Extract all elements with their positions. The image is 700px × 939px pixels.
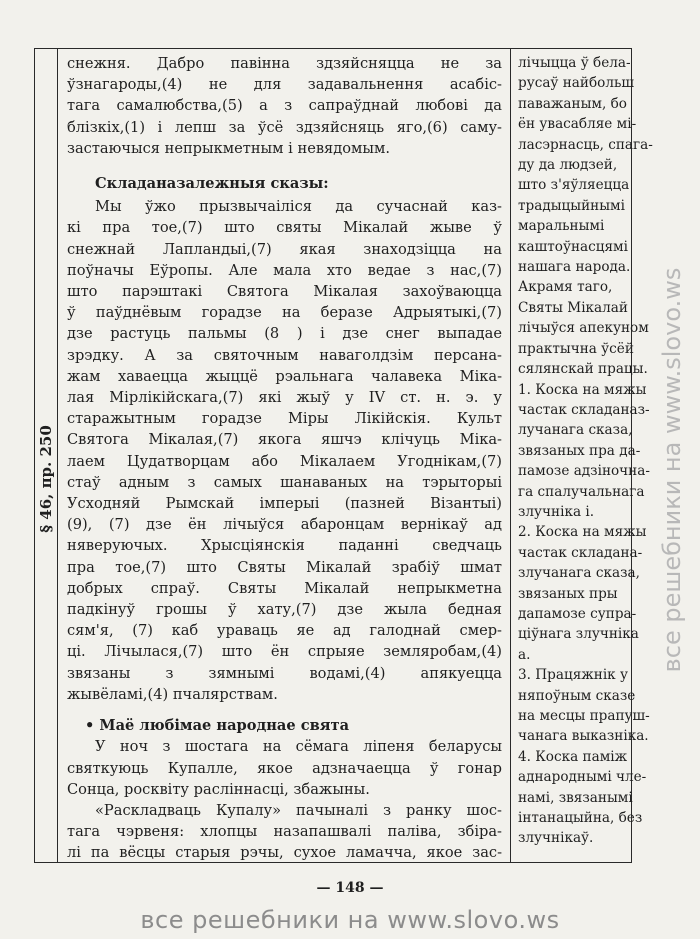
text-line: зрэдку. А за святочным наваголдзім персана- <box>67 346 502 364</box>
note-line: маральнымі <box>518 218 605 235</box>
note-line: інтанацыйна, без <box>518 810 643 827</box>
paragraph-4 <box>67 800 502 864</box>
text-line: ўзнагароды,(4) не для задавальнення асабіс- <box>67 76 502 94</box>
text-line: добрых спраў. Святы Мікалай непрыкметна <box>67 579 502 597</box>
text-line: тага самалюбства,(5) а з сапраўднай любові да <box>67 97 502 115</box>
section-reference: § 46, пр. 250 <box>37 425 55 533</box>
text-line: дзе растуць пальмы (8 ) і дзе снег выпадае <box>67 325 502 343</box>
text-line: пра тое,(7) што Святы Мікалай зрабіў шмат <box>67 558 502 576</box>
note-line: звязаных пра да- <box>518 442 641 459</box>
page-frame <box>34 48 653 863</box>
text-line: лаем Цудатворцам або Мікалаем Угоднікам,(7) <box>67 452 502 470</box>
text-line: «Раскладваць Купалу» пачыналі з ранку шос- <box>95 801 502 819</box>
paragraph-3 <box>67 736 502 800</box>
note-line: традыцыйнымі <box>518 197 625 214</box>
note-line: 3. Працяжнік у <box>518 667 628 684</box>
text-line: снежня. Дабро павінна здзяйсняцца не за <box>67 55 502 72</box>
text-line: ў паўднёвым горадзе на беразе Адрыятыкі,(7) <box>67 304 502 322</box>
note-line: звязаных пры <box>518 585 618 602</box>
text-line: (9), (7) дзе ён лічыўся абаронцам вернікаў ад <box>67 516 502 534</box>
notes-column <box>511 49 653 862</box>
note-line: практычна ўсёй <box>518 340 634 357</box>
text-line: блізкіх,(1) і лепш за ўсё здзяйсняць яго,(6) саму- <box>67 118 502 136</box>
text-line: Усходняй Рымскай імперыі (пазней Візантыі) <box>67 495 502 513</box>
note-line: злучанага сказа, <box>518 565 640 582</box>
note-line: лучанага сказа, <box>518 422 633 439</box>
text-line: святкуюць Купалле, якое адзначаецца ў гонар <box>67 759 502 777</box>
note-line: 2. Коска на мяжы <box>518 524 647 541</box>
text-line: снежнай Лапландыі,(7) якая знаходзіцца на <box>67 240 502 258</box>
text-line: застаючыся непрыкметным і невядомым. <box>67 139 390 157</box>
side-column <box>35 49 58 862</box>
note-line: частак складана- <box>518 544 643 561</box>
text-line: У ноч з шостага на сёмага ліпеня беларусы <box>95 738 502 756</box>
paragraph-2 <box>67 196 502 705</box>
text-line: ці. Лічылася,(7) што ён спрыяе землярoбам,(4) <box>67 643 502 661</box>
text-line: тага чэрвеня: хлопцы назапашвалі паліва, збіра- <box>67 823 502 841</box>
note-line: ціўнага злучніка <box>518 626 639 643</box>
note-line: ён увасабляе мі- <box>518 116 637 133</box>
page-number: — 148 — <box>316 880 384 896</box>
text-line: старажытным горадзе Міры Лікійскія. Культ <box>67 410 502 428</box>
text-line: кі пра тое,(7) што святы Мікалай жыве ў <box>67 219 502 237</box>
note-line: частак складаназ- <box>518 401 650 418</box>
note-line: Святы Мікалай <box>518 299 628 316</box>
note-line: 1. Коска на мяжы <box>518 381 647 398</box>
text-line: жам хаваецца жыццё рэальнага чалавека Мікa- <box>67 367 502 385</box>
text-line: лі па вёсцы старыя рэчы, сухое ламачча, якое зас- <box>67 844 502 862</box>
note-line: дапамозе супра- <box>518 605 637 622</box>
paragraph-1 <box>67 53 502 159</box>
note-line: лічыцца ў бела- <box>518 55 631 71</box>
text-line: звязаны з зямнымі водамі,(4) апякуецца <box>67 664 502 682</box>
note-line: Акрамя таго, <box>518 279 613 296</box>
note-line: што з'яўляецца <box>518 177 630 194</box>
note-line: га спалучальнага <box>518 483 645 500</box>
note-line: 4. Коска паміж <box>518 748 628 765</box>
note-line: нашага народа. <box>518 259 631 276</box>
watermark-side: все решебники на www.slovo.ws <box>658 267 686 673</box>
text-line: лая Мірлікійскага,(7) які жыў у IV ст. н. э. у <box>67 389 502 407</box>
section-heading-complex-sentences: Складаназалежныя сказы: <box>95 175 329 193</box>
note-line: аднароднымі чле- <box>518 769 647 786</box>
section-heading-favorite-holiday: • Маё любімае народнае свята <box>85 717 350 735</box>
note-line: ду да людзей, <box>518 157 618 174</box>
note-line: памозе адзіночна- <box>518 463 650 480</box>
watermark-bottom: все решебники на www.slovo.ws <box>140 906 560 934</box>
main-text-column <box>57 49 511 862</box>
text-line: што парэштакі Святога Мікалая захоўваюцца <box>67 283 502 301</box>
note-line: ласэрнасць, спага- <box>518 136 653 153</box>
text-line: Святога Мікалая,(7) якога яшчэ клічуць Міка- <box>67 431 502 449</box>
text-line: жывёламі,(4) пчалярствам. <box>67 685 278 703</box>
note-line: няпоўным сказе <box>518 687 636 704</box>
text-line: сям'я, (7) каб ураваць яе ад галоднай смер- <box>67 622 502 640</box>
note-line: а. <box>518 646 531 663</box>
note-line: намі, звязанымі <box>518 789 633 806</box>
note-line: на месцы прапуш- <box>518 708 650 724</box>
text-line: Сонца, росквіту раслiннасці, збажыны. <box>67 780 370 798</box>
note-line: злучнікаў. <box>518 830 594 847</box>
note-line: лічыўся апекуном <box>518 320 649 337</box>
note-line: паважаным, бо <box>518 95 627 112</box>
text-line: падкінуў грошы ў хату,(7) дзе жыла бедная <box>67 601 502 619</box>
text-line: стаў адным з самых шанаваных на тэрыторыі <box>67 473 502 491</box>
text-line: поўначы Еўропы. Але мала хто ведае з нас,(7) <box>67 261 502 279</box>
note-line: сялянскай працы. <box>518 361 648 378</box>
note-line: злучніка і. <box>518 503 595 520</box>
text-line: Мы ўжо прызвычаіліся да сучаснай каз- <box>95 198 502 216</box>
note-line: каштоўнасцямі <box>518 238 628 255</box>
note-line: чанага выказніка. <box>518 728 649 745</box>
text-line: няверуючых. Хрысціянскія паданні сведчаць <box>67 537 502 555</box>
note-line: русаў найбольш <box>518 75 635 92</box>
